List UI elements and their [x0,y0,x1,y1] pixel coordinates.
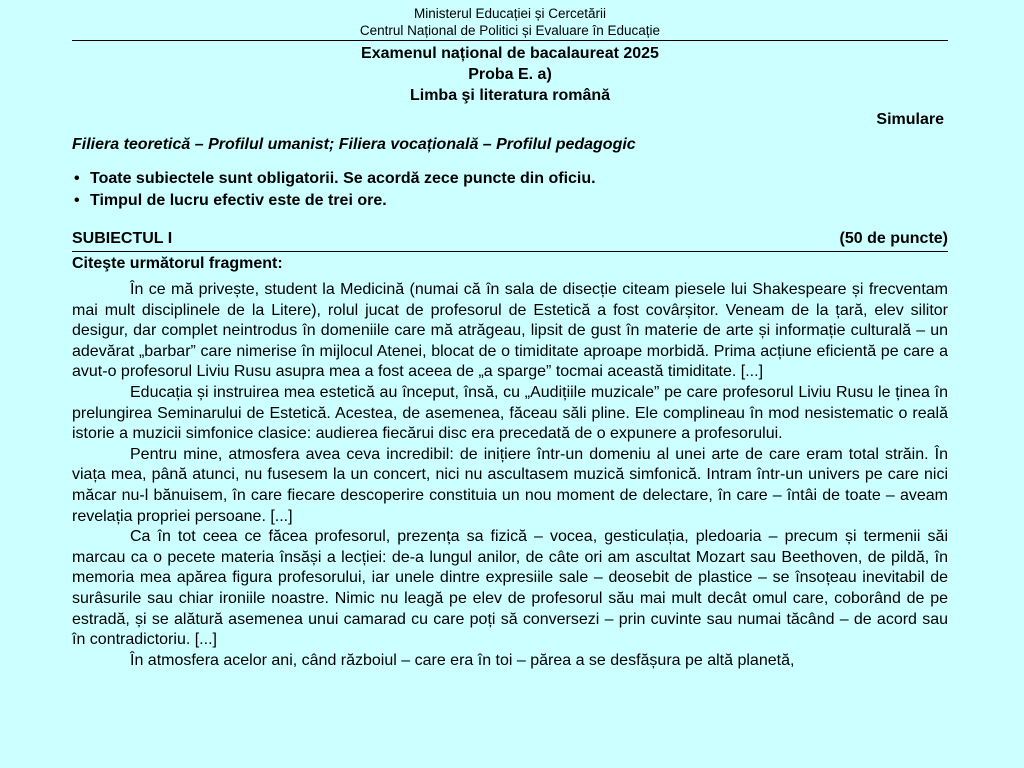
filiera-line: Filiera teoretică – Profilul umanist; Filiera vocațională – Profilul pedagogic [72,136,636,153]
header-divider [72,40,948,41]
document-header [72,0,948,39]
center-name: Centrul Național de Politici și Evaluare în Educație [359,23,661,38]
ministry-name: Ministerul Educației și Cercetării [413,6,607,21]
fragment-paragraph: În ce mă privește, student la Medicină (numai că în sala de disecție citeam piesele lui Shakespeare și frecventam mai mult disciplinele de la Litere), rolul jucat de profesorul de Estetică a fost covârșitor. Veneam de la țară, elev silitor desigur, dar complet neintrodus în domeniile care mă atrăgeau, lipsit de gust în materie de arte și informație culturală – un adevărat „barbar” care nimerise în mijlocul Atenei, blocat de o timiditate aproape morbidă. Prima acțiune eficientă pe care a avut-o profesorul Liviu Rusu asupra mea a fost aceea de „a sparge” tocmai această timiditate. [...] [72,281,948,381]
exam-page [72,0,948,768]
fragment-paragraph: Ca în tot ceea ce făcea profesorul, prezența sa fizică – vocea, gesticulația, pledoaria – precum și termenii săi marcau ca o pecete materia însăși a lecției: de-a lungul anilor, de câte ori am ascultat Mozart sau Beethoven, de pildă, în memoria mea apărea figura profesorului, iar unele dintre expresiile sale – deosebit de plastice – se însoțeau inevitabil de surâsurile sau chiar ironiile noastre. Nimic nu leagă pe elev de profesorul său mai mult decât omul care, coborând de pe estradă, și se alătură asemenea unui camarad cu care poți să conversezi – prin cuvinte sau numai tăcând – de acord sau în contradictoriu. [...] [72,528,948,649]
rule-item [72,168,948,190]
fragment-paragraph: Pentru mine, atmosfera avea ceva incredibil: de inițiere într-un domeniu al unei arte de care eram total străin. În viața mea, până atunci, nu fusesem la un concert, nici nu ascultasem muzică simfonică. Intram într-un univers pe care nici măcar nu-l bănuisem, în care fiecare descoperire constituia un nou moment de delectare, în care – întâi de toate – aveam revelația propriei persoane. [...] [72,445,948,525]
rule-text: Timpul de lucru efectiv este de trei ore. [90,192,387,209]
fragment-text [72,280,948,671]
exam-title: Examenul național de bacalaureat 2025 [361,45,659,62]
rules-list [72,168,948,212]
section-instruction: Citeşte următorul fragment: [72,255,283,272]
fragment-paragraph: Educația și instruirea mea estetică au început, însă, cu „Audițiile muzicale” pe care profesorul Liviu Rusu le ținea în prelungirea Seminarului de Estetică. Acestea, de asemenea, făceau săli pline. Ele complineau în mod nesistematic o reală istorie a muzicii simfonice clasice: audierea fiecărui disc era precedată de o expunere a profesorului. [72,383,948,443]
rule-text: Toate subiectele sunt obligatorii. Se acordă zece puncte din oficiu. [90,170,596,187]
simulare-label: Simulare [876,111,944,128]
exam-title-block [72,43,948,106]
exam-proba: Proba E. a) [468,66,552,83]
exam-subject: Limba şi literatura română [409,87,611,104]
section-points: (50 de puncte) [839,230,948,247]
rule-item [72,190,948,212]
bullet-icon: • [74,192,80,209]
section-name: SUBIECTUL I [72,230,173,247]
section-header [72,229,948,252]
fragment-paragraph: În atmosfera acelor ani, când războiul – care era în toi – părea a se desfășura pe altă planetă, [130,651,795,669]
bullet-icon: • [74,170,80,187]
